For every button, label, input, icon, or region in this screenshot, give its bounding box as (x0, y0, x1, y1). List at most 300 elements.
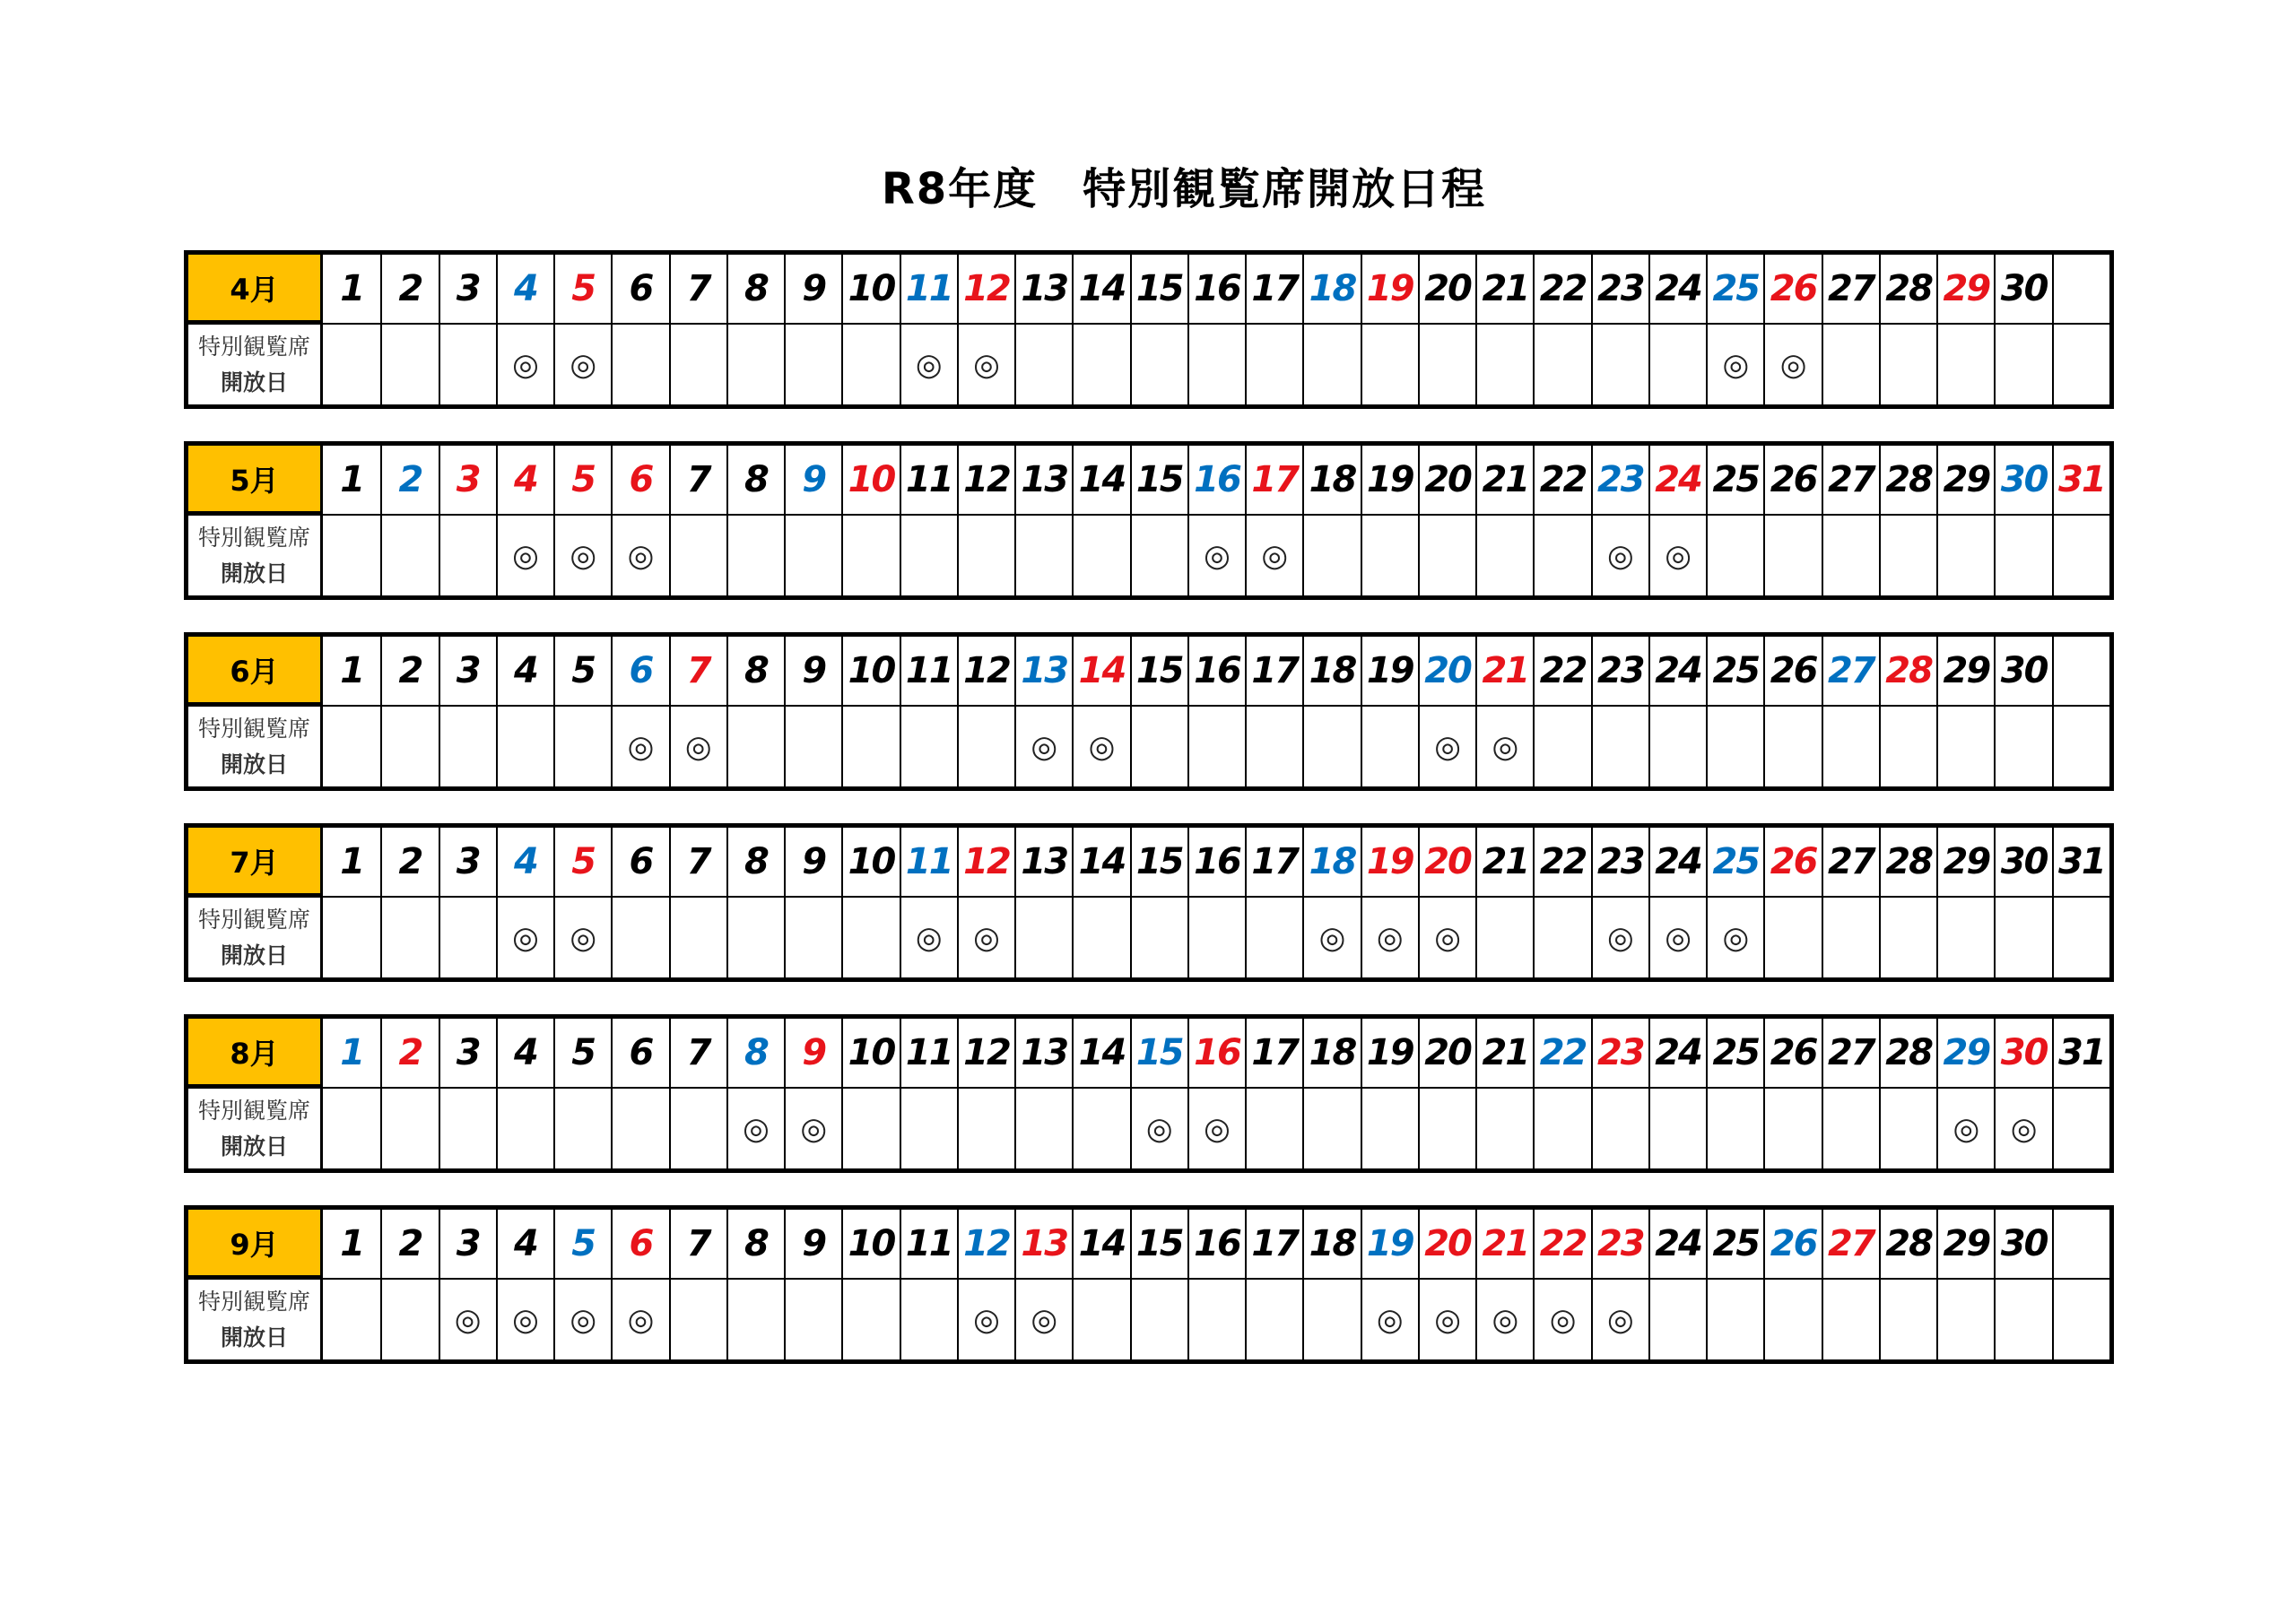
open-day-mark (1533, 896, 1590, 977)
day-number: 24 (1648, 828, 1706, 896)
day-number: 22 (1533, 828, 1590, 896)
day-number: 29 (1936, 637, 1994, 705)
open-day-mark (553, 705, 611, 786)
open-day-mark (726, 323, 784, 404)
month-label: 7月 (188, 828, 323, 896)
day-number (2052, 255, 2109, 323)
day-number: 14 (1072, 1210, 1129, 1278)
open-day-mark (496, 705, 553, 786)
open-day-mark (611, 1087, 668, 1168)
day-number: 17 (1245, 255, 1302, 323)
day-number: 1 (340, 650, 364, 691)
row-label-line: 特別観覧席 (197, 1097, 310, 1124)
open-day-mark (1994, 323, 2051, 404)
day-number: 22 (1533, 446, 1590, 514)
month-table (184, 823, 2114, 982)
day-number: 27 (1822, 446, 1879, 514)
day-number: 14 (1072, 255, 1129, 323)
day-number: 26 (1763, 1019, 1821, 1087)
day-number: 6 (611, 1210, 668, 1278)
month-label: 5月 (188, 446, 323, 514)
day-number: 16 (1187, 637, 1245, 705)
open-day-mark (1302, 514, 1360, 595)
open-day-mark (1879, 1087, 1936, 1168)
day-number: 5 (553, 1210, 611, 1278)
open-day-mark (439, 705, 496, 786)
open-day-mark (1475, 1087, 1533, 1168)
open-day-mark (1072, 1278, 1129, 1359)
open-day-mark (1706, 1278, 1763, 1359)
day-number: 8 (726, 828, 784, 896)
row-label-line: 特別観覧席 (197, 524, 310, 551)
open-day-mark (1936, 1278, 1994, 1359)
day-number: 14 (1072, 637, 1129, 705)
open-day-mark: ◎ (553, 1278, 611, 1359)
open-day-mark (784, 705, 841, 786)
day-number: 19 (1361, 1019, 1418, 1087)
open-day-mark (1533, 323, 1590, 404)
day-number: 29 (1936, 446, 1994, 514)
day-number: 10 (841, 828, 899, 896)
open-day-mark: ◎ (439, 1278, 496, 1359)
open-day-mark (1014, 896, 1072, 977)
day-number: 3 (439, 446, 496, 514)
open-day-mark (1130, 323, 1187, 404)
day-number: 25 (1706, 1019, 1763, 1087)
open-day-mark (1014, 514, 1072, 595)
open-day-mark (841, 1087, 899, 1168)
open-day-mark (1763, 1087, 1821, 1168)
day-number: 12 (957, 637, 1014, 705)
open-day-mark (1879, 705, 1936, 786)
day-number: 13 (1014, 1210, 1072, 1278)
day-number: 25 (1706, 637, 1763, 705)
day-number: 10 (841, 1019, 899, 1087)
open-day-mark: ◎ (900, 896, 957, 977)
day-number: 7 (669, 1019, 726, 1087)
day-number: 15 (1130, 1210, 1187, 1278)
open-day-mark: ◎ (1361, 1278, 1418, 1359)
open-day-mark: ◎ (1591, 1278, 1648, 1359)
open-day-mark (611, 323, 668, 404)
open-day-mark: ◎ (1591, 514, 1648, 595)
open-day-mark: ◎ (957, 1278, 1014, 1359)
day-number: 31 (2052, 446, 2109, 514)
open-day-mark (669, 896, 726, 977)
day-number: 5 (553, 1019, 611, 1087)
open-day-mark (2052, 514, 2109, 595)
day-number: 30 (1994, 828, 2051, 896)
open-day-mark (900, 1087, 957, 1168)
day-number: 27 (1822, 255, 1879, 323)
day-number: 22 (1533, 255, 1590, 323)
day-number: 8 (726, 1210, 784, 1278)
open-day-mark (1706, 514, 1763, 595)
open-day-mark (726, 896, 784, 977)
day-number: 27 (1822, 1210, 1879, 1278)
day-number: 30 (1994, 1019, 2051, 1087)
open-day-mark (726, 514, 784, 595)
open-day-mark: ◎ (611, 705, 668, 786)
open-day-mark (784, 1278, 841, 1359)
open-day-mark (784, 896, 841, 977)
day-number: 11 (900, 255, 957, 323)
row-label-line: 特別観覧席 (197, 333, 310, 360)
open-day-mark (669, 323, 726, 404)
day-number: 26 (1763, 1210, 1821, 1278)
open-day-mark (439, 323, 496, 404)
open-day-mark: ◎ (1648, 514, 1706, 595)
day-number: 10 (841, 1210, 899, 1278)
day-number: 4 (496, 828, 553, 896)
day-number: 24 (1648, 1210, 1706, 1278)
open-day-mark (1130, 896, 1187, 977)
open-day-mark: ◎ (1361, 896, 1418, 977)
open-day-mark (1533, 1087, 1590, 1168)
day-number: 28 (1879, 255, 1936, 323)
day-number: 17 (1245, 1210, 1302, 1278)
day-number: 8 (726, 1019, 784, 1087)
day-number: 14 (1072, 446, 1129, 514)
open-day-mark (323, 1278, 380, 1359)
day-number: 23 (1591, 637, 1648, 705)
row-label-line: 特別観覧席 (197, 715, 310, 742)
day-number: 5 (553, 828, 611, 896)
day-number: 28 (1879, 1019, 1936, 1087)
open-day-mark (323, 514, 380, 595)
day-number: 2 (380, 1019, 438, 1087)
open-day-mark (1879, 514, 1936, 595)
day-number: 30 (1994, 637, 2051, 705)
day-number: 8 (726, 446, 784, 514)
open-day-mark: ◎ (1475, 1278, 1533, 1359)
day-number: 12 (957, 446, 1014, 514)
open-day-mark (1302, 1087, 1360, 1168)
open-day-mark (1706, 1087, 1763, 1168)
day-number: 24 (1648, 255, 1706, 323)
day-number: 28 (1879, 446, 1936, 514)
row-label-line: 開放日 (220, 1324, 288, 1350)
day-number: 19 (1361, 1210, 1418, 1278)
day-number: 19 (1361, 637, 1418, 705)
day-number: 31 (2052, 828, 2109, 896)
day-number: 19 (1361, 446, 1418, 514)
day-number: 3 (439, 1210, 496, 1278)
day-number: 4 (496, 1019, 553, 1087)
day-number: 4 (496, 1210, 553, 1278)
open-day-mark (1706, 705, 1763, 786)
open-day-mark (1591, 1087, 1648, 1168)
open-day-mark (323, 896, 380, 977)
day-number (2052, 637, 2109, 705)
open-day-mark (2052, 1278, 2109, 1359)
day-number: 5 (553, 637, 611, 705)
open-day-mark (1648, 1087, 1706, 1168)
day-number: 4 (496, 637, 553, 705)
day-number: 27 (1822, 637, 1879, 705)
open-day-mark (1187, 896, 1245, 977)
open-day-mark (1763, 1278, 1821, 1359)
open-day-mark (841, 323, 899, 404)
row-label-line: 開放日 (220, 560, 288, 586)
day-number: 1 (340, 1223, 364, 1264)
open-day-mark: ◎ (553, 323, 611, 404)
open-day-mark (1822, 896, 1879, 977)
open-day-mark (1648, 705, 1706, 786)
day-number: 26 (1763, 255, 1821, 323)
open-day-mark (1879, 1278, 1936, 1359)
open-day-mark (1591, 323, 1648, 404)
open-day-mark: ◎ (1014, 1278, 1072, 1359)
open-day-row-label (188, 896, 323, 977)
open-day-mark (1936, 705, 1994, 786)
day-number: 25 (1706, 255, 1763, 323)
day-number: 21 (1475, 828, 1533, 896)
day-number: 26 (1763, 446, 1821, 514)
open-day-mark (1361, 323, 1418, 404)
open-day-mark (957, 514, 1014, 595)
day-number: 4 (496, 255, 553, 323)
day-number: 21 (1475, 255, 1533, 323)
open-day-mark: ◎ (1245, 514, 1302, 595)
open-day-mark (1302, 705, 1360, 786)
open-day-mark: ◎ (1302, 896, 1360, 977)
day-number: 18 (1302, 446, 1360, 514)
open-day-mark (841, 1278, 899, 1359)
day-number: 30 (1994, 1210, 2051, 1278)
day-number: 24 (1648, 637, 1706, 705)
day-number: 23 (1591, 1210, 1648, 1278)
open-day-mark (957, 1087, 1014, 1168)
open-day-mark (1591, 705, 1648, 786)
day-number: 21 (1475, 1019, 1533, 1087)
open-day-mark: ◎ (1475, 705, 1533, 786)
day-number: 1 (340, 459, 364, 500)
open-day-mark (1936, 896, 1994, 977)
day-number: 10 (841, 446, 899, 514)
open-day-mark (1014, 323, 1072, 404)
open-day-mark: ◎ (1706, 323, 1763, 404)
day-number: 24 (1648, 1019, 1706, 1087)
day-number: 21 (1475, 446, 1533, 514)
day-number: 13 (1014, 255, 1072, 323)
open-day-mark (323, 1087, 380, 1168)
open-day-mark (1822, 705, 1879, 786)
day-number: 2 (380, 255, 438, 323)
day-number: 9 (784, 637, 841, 705)
open-day-mark (1418, 1087, 1475, 1168)
month-table (184, 1014, 2114, 1173)
open-day-mark (1072, 514, 1129, 595)
row-label-line: 開放日 (220, 942, 288, 968)
day-number: 20 (1418, 446, 1475, 514)
open-day-mark: ◎ (1706, 896, 1763, 977)
month-table (184, 250, 2114, 409)
day-number: 22 (1533, 1019, 1590, 1087)
day-number: 21 (1475, 1210, 1533, 1278)
open-day-mark (1533, 514, 1590, 595)
day-number: 4 (496, 446, 553, 514)
open-day-mark (1361, 514, 1418, 595)
day-number: 7 (669, 446, 726, 514)
open-day-mark (1763, 705, 1821, 786)
day-number: 6 (611, 446, 668, 514)
open-day-mark (1475, 323, 1533, 404)
open-day-mark: ◎ (1648, 896, 1706, 977)
month-label: 6月 (188, 637, 323, 705)
open-day-mark (726, 1278, 784, 1359)
open-day-mark (1361, 1087, 1418, 1168)
day-number: 1 (340, 841, 364, 882)
day-number: 18 (1302, 255, 1360, 323)
open-day-mark (2052, 1087, 2109, 1168)
day-number: 15 (1130, 637, 1187, 705)
open-day-mark (553, 1087, 611, 1168)
open-day-mark (900, 514, 957, 595)
open-day-mark (1245, 1087, 1302, 1168)
open-day-mark: ◎ (1418, 1278, 1475, 1359)
open-day-mark: ◎ (1014, 705, 1072, 786)
row-label-line: 開放日 (220, 369, 288, 395)
open-day-mark (2052, 323, 2109, 404)
month-label: 9月 (188, 1210, 323, 1278)
day-number: 11 (900, 1019, 957, 1087)
open-day-mark: ◎ (1763, 323, 1821, 404)
day-number: 12 (957, 255, 1014, 323)
day-number: 17 (1245, 1019, 1302, 1087)
day-number: 20 (1418, 255, 1475, 323)
open-day-mark: ◎ (957, 323, 1014, 404)
day-number: 29 (1936, 1019, 1994, 1087)
day-number: 13 (1014, 1019, 1072, 1087)
day-number: 14 (1072, 828, 1129, 896)
open-day-row-label (188, 323, 323, 404)
open-day-mark: ◎ (900, 323, 957, 404)
open-day-mark (380, 896, 438, 977)
day-number: 9 (784, 828, 841, 896)
open-day-mark (380, 1278, 438, 1359)
day-number: 8 (726, 637, 784, 705)
day-number: 26 (1763, 637, 1821, 705)
day-number: 14 (1072, 1019, 1129, 1087)
open-day-mark (900, 1278, 957, 1359)
open-day-row-label (188, 705, 323, 786)
day-number: 25 (1706, 1210, 1763, 1278)
day-number: 3 (439, 255, 496, 323)
open-day-mark (439, 896, 496, 977)
open-day-mark (841, 514, 899, 595)
day-number: 18 (1302, 828, 1360, 896)
day-number: 2 (380, 828, 438, 896)
open-day-mark (1245, 705, 1302, 786)
open-day-mark: ◎ (496, 896, 553, 977)
open-day-mark (669, 514, 726, 595)
day-number: 15 (1130, 255, 1187, 323)
open-day-mark (1994, 896, 2051, 977)
day-number: 15 (1130, 446, 1187, 514)
day-number: 6 (611, 1019, 668, 1087)
day-number: 31 (2052, 1019, 2109, 1087)
day-number: 9 (784, 1210, 841, 1278)
day-number: 26 (1763, 828, 1821, 896)
open-day-mark (1822, 1087, 1879, 1168)
open-day-mark (1936, 323, 1994, 404)
open-day-mark (323, 705, 380, 786)
day-number: 11 (900, 1210, 957, 1278)
open-day-mark (2052, 705, 2109, 786)
open-day-mark: ◎ (669, 705, 726, 786)
day-number: 23 (1591, 255, 1648, 323)
open-day-mark (669, 1087, 726, 1168)
open-day-mark: ◎ (1533, 1278, 1590, 1359)
month-label: 8月 (188, 1019, 323, 1087)
open-day-mark (784, 514, 841, 595)
month-table (184, 1205, 2114, 1364)
open-day-mark: ◎ (1418, 896, 1475, 977)
day-number: 15 (1130, 1019, 1187, 1087)
day-number: 12 (957, 1210, 1014, 1278)
open-day-mark (1418, 514, 1475, 595)
open-day-mark (496, 1087, 553, 1168)
open-day-mark (439, 1087, 496, 1168)
day-number: 6 (611, 637, 668, 705)
day-number: 28 (1879, 1210, 1936, 1278)
open-day-mark (1648, 323, 1706, 404)
open-day-mark (380, 705, 438, 786)
open-day-mark: ◎ (957, 896, 1014, 977)
open-day-mark (1361, 705, 1418, 786)
day-number: 3 (439, 637, 496, 705)
day-number: 16 (1187, 1019, 1245, 1087)
open-day-mark (380, 1087, 438, 1168)
day-number: 12 (957, 828, 1014, 896)
row-label-line: 開放日 (220, 751, 288, 777)
open-day-mark (1014, 1087, 1072, 1168)
open-day-mark: ◎ (1072, 705, 1129, 786)
day-number: 1 (340, 1032, 364, 1073)
day-number: 13 (1014, 446, 1072, 514)
row-label-line: 開放日 (220, 1133, 288, 1159)
day-number: 16 (1187, 1210, 1245, 1278)
day-number: 11 (900, 828, 957, 896)
day-number: 2 (380, 637, 438, 705)
open-day-mark (1130, 705, 1187, 786)
day-number: 9 (784, 446, 841, 514)
day-number: 9 (784, 255, 841, 323)
row-label-line: 特別観覧席 (197, 1288, 310, 1315)
day-number: 25 (1706, 446, 1763, 514)
open-day-mark (1302, 1278, 1360, 1359)
open-day-mark (1302, 323, 1360, 404)
open-day-mark: ◎ (726, 1087, 784, 1168)
open-day-mark: ◎ (1936, 1087, 1994, 1168)
open-day-mark (1130, 514, 1187, 595)
day-number: 19 (1361, 828, 1418, 896)
open-day-mark (1245, 1278, 1302, 1359)
open-day-mark (1763, 514, 1821, 595)
month-label: 4月 (188, 255, 323, 323)
open-day-mark: ◎ (1130, 1087, 1187, 1168)
day-number: 11 (900, 446, 957, 514)
day-number: 16 (1187, 446, 1245, 514)
open-day-mark (841, 896, 899, 977)
day-number: 16 (1187, 828, 1245, 896)
day-number: 7 (669, 1210, 726, 1278)
open-day-mark: ◎ (611, 514, 668, 595)
open-day-mark (380, 514, 438, 595)
day-number: 2 (380, 1210, 438, 1278)
day-number: 28 (1879, 637, 1936, 705)
